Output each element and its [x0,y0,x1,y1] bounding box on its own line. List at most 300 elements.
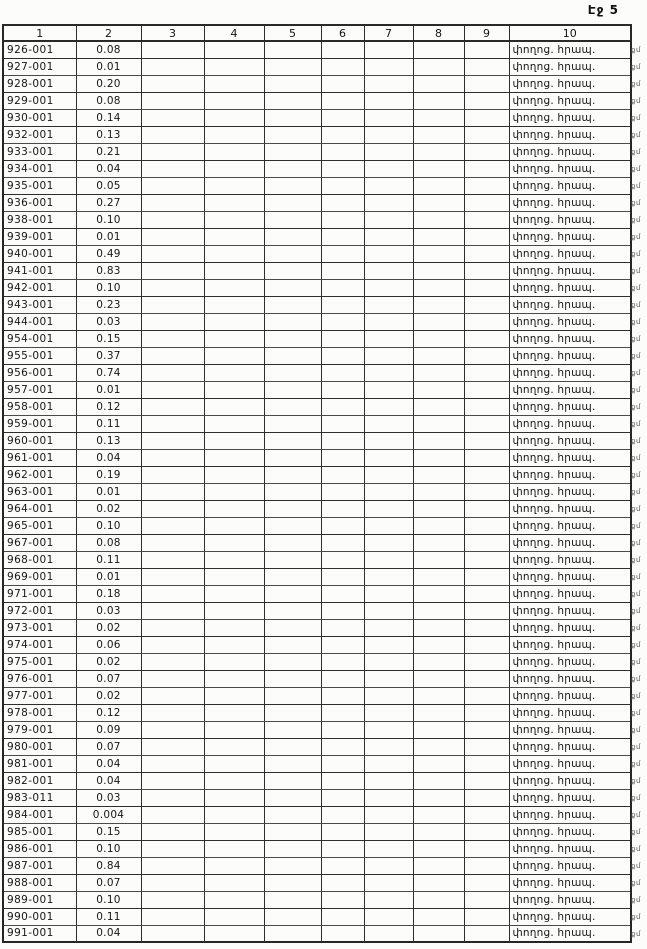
cell-empty [464,551,509,568]
table-row [3,908,631,925]
margin-note: քմ [631,896,641,904]
cell-land-category: փողոց. հրապ. [509,313,631,330]
table-row [3,551,631,568]
cell-empty [413,500,464,517]
cell-empty [204,126,264,143]
cell-empty [141,364,204,381]
cell-empty [141,585,204,602]
cell-empty [413,381,464,398]
column-header-6: 6 [321,25,364,41]
margin-note: քմ [631,743,641,751]
cell-land-category: փողոց. հրապ. [509,483,631,500]
cell-empty [464,806,509,823]
table-row [3,143,631,160]
cell-empty [141,857,204,874]
cell-empty [464,347,509,364]
margin-note: քմ [631,607,641,615]
cell-empty [464,160,509,177]
cell-empty [464,653,509,670]
margin-note: քմ [631,590,641,598]
cell-empty [264,228,321,245]
cell-land-category: փողոց. հրապ. [509,279,631,296]
cell-empty [321,483,364,500]
cell-empty [464,517,509,534]
cell-land-category: փողոց. հրապ. [509,755,631,772]
margin-note: քմ [631,352,641,360]
cell-area-value: 0.11 [76,415,141,432]
cell-empty [141,245,204,262]
cell-parcel-id: 962-001 [3,466,76,483]
margin-note: քմ [631,709,641,717]
cell-empty [413,568,464,585]
cell-empty [413,449,464,466]
cell-parcel-id: 978-001 [3,704,76,721]
cell-empty [413,398,464,415]
cell-empty [204,585,264,602]
margin-note: քմ [631,335,641,343]
cell-empty [413,908,464,925]
margin-note: քմ [631,777,641,785]
cell-empty [321,551,364,568]
table-row [3,857,631,874]
margin-note: քմ [631,811,641,819]
cell-empty [141,432,204,449]
cell-empty [464,330,509,347]
cell-empty [321,279,364,296]
cell-empty [264,449,321,466]
cell-empty [464,857,509,874]
cell-empty [364,925,413,942]
cell-area-value: 0.04 [76,772,141,789]
cell-empty [141,313,204,330]
cell-area-value: 0.12 [76,398,141,415]
margin-note: քմ [631,624,641,632]
margin-note: քմ [631,369,641,377]
cell-empty [141,619,204,636]
cell-empty [464,364,509,381]
cell-empty [204,568,264,585]
cell-empty [204,347,264,364]
cell-empty [141,75,204,92]
cell-area-value: 0.04 [76,925,141,942]
cell-area-value: 0.15 [76,823,141,840]
cell-area-value: 0.04 [76,160,141,177]
cell-empty [204,551,264,568]
margin-note: քմ [631,573,641,581]
margin-note: քմ [631,454,641,462]
cell-empty [464,789,509,806]
cell-empty [364,211,413,228]
cell-empty [264,58,321,75]
cell-empty [464,262,509,279]
cell-area-value: 0.15 [76,330,141,347]
table-row [3,738,631,755]
cell-area-value: 0.19 [76,466,141,483]
cell-parcel-id: 990-001 [3,908,76,925]
cell-land-category: փողոց. հրապ. [509,466,631,483]
cell-empty [264,160,321,177]
margin-note: քմ [631,862,641,870]
cell-empty [141,398,204,415]
cell-empty [264,602,321,619]
cell-empty [204,58,264,75]
cell-land-category: փողոց. հրապ. [509,738,631,755]
cell-empty [413,840,464,857]
table-row [3,228,631,245]
cell-empty [464,177,509,194]
cell-parcel-id: 971-001 [3,585,76,602]
cell-empty [264,381,321,398]
margin-note: քմ [631,794,641,802]
cell-empty [413,534,464,551]
cell-area-value: 0.08 [76,92,141,109]
cell-empty [413,721,464,738]
cell-empty [141,296,204,313]
cell-empty [413,415,464,432]
cell-empty [204,755,264,772]
cell-parcel-id: 977-001 [3,687,76,704]
margin-note: քմ [631,284,641,292]
cell-empty [364,415,413,432]
cell-empty [264,806,321,823]
column-header-7: 7 [364,25,413,41]
cell-empty [204,432,264,449]
margin-note: քմ [631,318,641,326]
column-header-9: 9 [464,25,509,41]
cell-empty [321,874,364,891]
cell-empty [204,364,264,381]
cell-empty [413,704,464,721]
table-row [3,415,631,432]
cell-empty [141,160,204,177]
cell-area-value: 0.10 [76,840,141,857]
cell-empty [413,806,464,823]
cell-parcel-id: 959-001 [3,415,76,432]
cell-area-value: 0.04 [76,755,141,772]
cell-area-value: 0.27 [76,194,141,211]
cell-empty [364,908,413,925]
cell-empty [321,466,364,483]
cell-parcel-id: 979-001 [3,721,76,738]
cell-empty [264,670,321,687]
cell-empty [364,398,413,415]
table-row [3,449,631,466]
cell-empty [141,194,204,211]
cell-empty [413,75,464,92]
cell-empty [204,925,264,942]
cell-empty [364,653,413,670]
cell-land-category: փողոց. հրապ. [509,109,631,126]
cell-empty [413,602,464,619]
cell-empty [464,228,509,245]
cell-empty [413,738,464,755]
cell-parcel-id: 927-001 [3,58,76,75]
cell-empty [141,415,204,432]
cell-parcel-id: 928-001 [3,75,76,92]
cell-empty [364,279,413,296]
cell-land-category: փողոց. հրապ. [509,891,631,908]
cell-empty [364,721,413,738]
cell-area-value: 0.07 [76,670,141,687]
cell-land-category: փողոց. հրապ. [509,143,631,160]
table-row [3,534,631,551]
cell-empty [413,58,464,75]
table-row [3,517,631,534]
cell-empty [413,789,464,806]
cell-empty [321,228,364,245]
cell-empty [413,347,464,364]
cell-parcel-id: 983-011 [3,789,76,806]
cell-area-value: 0.03 [76,602,141,619]
table-row [3,670,631,687]
cell-empty [464,670,509,687]
margin-note: քմ [631,250,641,258]
cell-empty [264,41,321,58]
cell-empty [413,41,464,58]
cell-empty [204,211,264,228]
cell-empty [413,653,464,670]
cell-empty [321,789,364,806]
cell-land-category: փողոց. հրապ. [509,296,631,313]
cell-empty [321,653,364,670]
cell-empty [321,891,364,908]
cell-empty [413,245,464,262]
table-row [3,211,631,228]
cell-empty [141,670,204,687]
margin-notes-column [631,41,647,942]
cell-empty [141,517,204,534]
cell-empty [321,245,364,262]
cell-empty [204,619,264,636]
cell-empty [464,432,509,449]
cell-land-category: փողոց. հրապ. [509,41,631,58]
column-header-10: 10 [509,25,631,41]
table-row [3,500,631,517]
cell-empty [264,636,321,653]
cell-empty [264,194,321,211]
table-row [3,568,631,585]
cell-empty [464,296,509,313]
cell-empty [413,143,464,160]
cell-empty [364,432,413,449]
margin-note: քմ [631,403,641,411]
cell-empty [464,840,509,857]
cell-area-value: 0.07 [76,738,141,755]
cell-empty [264,432,321,449]
cell-empty [464,211,509,228]
cell-parcel-id: 967-001 [3,534,76,551]
cell-land-category: փողոց. հրապ. [509,585,631,602]
cell-empty [413,160,464,177]
cell-empty [141,279,204,296]
cell-land-category: փողոց. հրապ. [509,517,631,534]
margin-note: քմ [631,97,641,105]
cell-empty [364,58,413,75]
cell-land-category: փողոց. հրապ. [509,262,631,279]
cell-empty [264,75,321,92]
table-row [3,721,631,738]
cell-empty [264,466,321,483]
cell-empty [204,313,264,330]
cell-empty [464,585,509,602]
table-row [3,483,631,500]
cell-parcel-id: 939-001 [3,228,76,245]
table-row [3,296,631,313]
cell-empty [204,721,264,738]
table-row [3,704,631,721]
cell-empty [364,874,413,891]
cell-empty [364,568,413,585]
cell-empty [204,602,264,619]
cell-land-category: փողոց. հրապ. [509,449,631,466]
cell-empty [413,551,464,568]
cell-empty [364,245,413,262]
cell-land-category: փողոց. հրապ. [509,721,631,738]
margin-note: քմ [631,131,641,139]
cell-land-category: փողոց. հրապ. [509,806,631,823]
cell-parcel-id: 929-001 [3,92,76,109]
cell-empty [204,415,264,432]
cell-empty [464,75,509,92]
cell-empty [364,789,413,806]
cell-empty [141,228,204,245]
cell-empty [141,330,204,347]
cell-empty [413,874,464,891]
cell-empty [321,398,364,415]
cell-empty [264,126,321,143]
cell-empty [141,500,204,517]
cell-empty [413,177,464,194]
cell-empty [204,92,264,109]
cell-empty [204,245,264,262]
cell-empty [464,755,509,772]
margin-note: քմ [631,165,641,173]
margin-note: քմ [631,658,641,666]
cell-land-category: փողոց. հրապ. [509,602,631,619]
cell-empty [264,500,321,517]
cell-empty [141,483,204,500]
header-row [3,25,631,41]
cell-empty [264,585,321,602]
cell-empty [413,194,464,211]
table-row [3,874,631,891]
cell-area-value: 0.37 [76,347,141,364]
cell-empty [321,840,364,857]
cell-empty [141,823,204,840]
cell-empty [264,347,321,364]
cell-empty [321,806,364,823]
cell-empty [464,534,509,551]
cell-empty [464,908,509,925]
cell-parcel-id: 932-001 [3,126,76,143]
cell-empty [141,211,204,228]
cell-empty [321,75,364,92]
cell-parcel-id: 986-001 [3,840,76,857]
cell-parcel-id: 956-001 [3,364,76,381]
cell-area-value: 0.11 [76,551,141,568]
cell-area-value: 0.03 [76,313,141,330]
cell-empty [364,381,413,398]
margin-note: քմ [631,199,641,207]
cell-parcel-id: 982-001 [3,772,76,789]
cell-empty [413,364,464,381]
table-row [3,772,631,789]
table-row [3,109,631,126]
cell-area-value: 0.10 [76,211,141,228]
cell-empty [204,857,264,874]
cell-area-value: 0.84 [76,857,141,874]
cell-parcel-id: 984-001 [3,806,76,823]
cell-empty [321,262,364,279]
cell-empty [464,602,509,619]
cell-empty [204,704,264,721]
cell-land-category: փողոց. հրապ. [509,840,631,857]
cell-empty [264,789,321,806]
cell-empty [264,245,321,262]
cell-land-category: փողոց. հրապ. [509,432,631,449]
cell-empty [413,313,464,330]
cell-empty [364,534,413,551]
cell-empty [204,636,264,653]
cell-parcel-id: 991-001 [3,925,76,942]
cell-empty [321,908,364,925]
cell-parcel-id: 980-001 [3,738,76,755]
cell-empty [364,602,413,619]
cell-land-category: փողոց. հրապ. [509,75,631,92]
table-body [3,41,631,942]
margin-note: քմ [631,80,641,88]
cell-empty [364,466,413,483]
cell-area-value: 0.23 [76,296,141,313]
cell-area-value: 0.01 [76,58,141,75]
cell-land-category: փողոց. հրապ. [509,619,631,636]
cell-empty [204,449,264,466]
cell-empty [321,364,364,381]
cell-empty [204,891,264,908]
margin-note: քմ [631,148,641,156]
cell-empty [264,398,321,415]
table-row [3,602,631,619]
cell-empty [364,160,413,177]
cell-parcel-id: 942-001 [3,279,76,296]
cell-empty [364,228,413,245]
cell-parcel-id: 973-001 [3,619,76,636]
cell-land-category: փողոց. հրապ. [509,211,631,228]
cell-parcel-id: 940-001 [3,245,76,262]
cell-empty [364,670,413,687]
cell-empty [364,517,413,534]
cell-parcel-id: 943-001 [3,296,76,313]
table-row [3,585,631,602]
table-row [3,381,631,398]
cell-empty [264,568,321,585]
cell-land-category: փողոց. հրապ. [509,160,631,177]
cell-empty [264,211,321,228]
margin-note: քմ [631,760,641,768]
table-row [3,160,631,177]
cell-empty [464,925,509,942]
cell-land-category: փողոց. հրապ. [509,925,631,942]
cell-empty [364,840,413,857]
cell-empty [204,41,264,58]
cell-empty [321,619,364,636]
cell-empty [464,245,509,262]
cell-land-category: փողոց. հրապ. [509,228,631,245]
cell-empty [364,551,413,568]
margin-note: քմ [631,216,641,224]
cell-empty [364,857,413,874]
cell-empty [141,143,204,160]
